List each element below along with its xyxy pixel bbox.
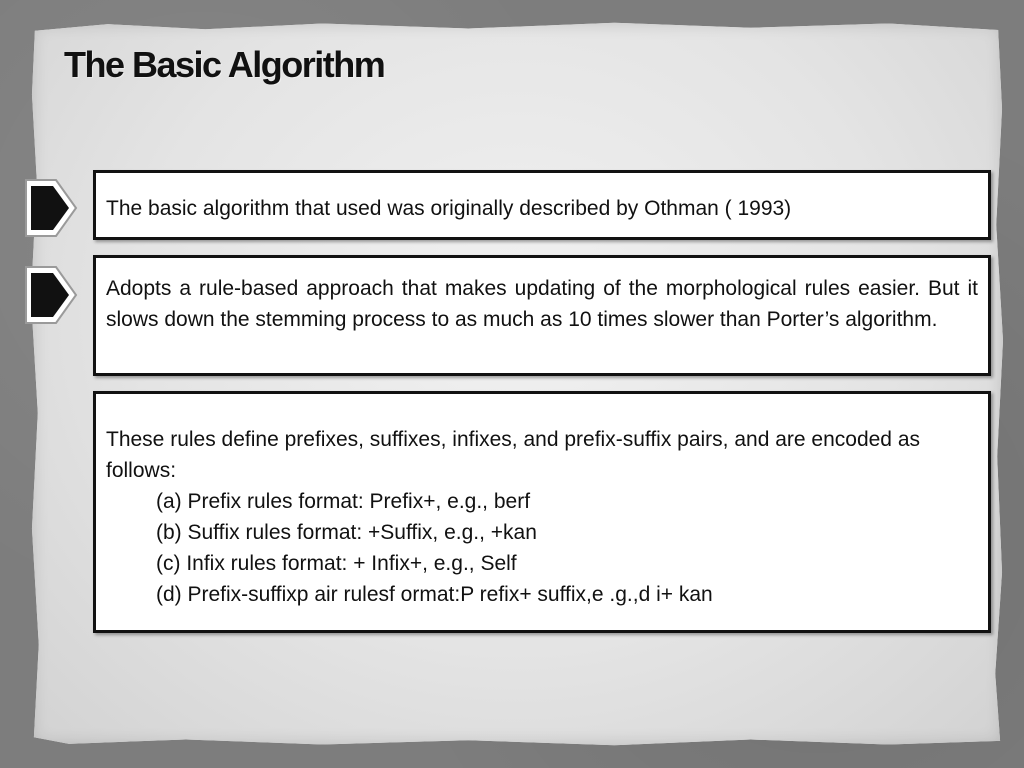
rule-item-suffix: (b) Suffix rules format: +Suffix, e.g., +kan xyxy=(156,521,537,544)
rules-intro: These rules define prefixes, suffixes, infixes, and prefix-suffix pairs, and are encoded as follows: xyxy=(106,428,920,482)
rule-item-prefix: (a) Prefix rules format: Prefix+, e.g., berf xyxy=(156,490,531,513)
chevron-arrow-icon xyxy=(22,177,78,239)
bullet-box-1 xyxy=(93,170,991,240)
rule-item-infix: (c) Infix rules format: + Infix+, e.g., Self xyxy=(156,552,517,575)
bullet-box-2 xyxy=(93,255,991,376)
bullet-text-2: Adopts a rule-based approach that makes updating of the morphological rules easier. But it slows down the stemming process to as much as 10 times slower than Porter’s algorithm. xyxy=(106,277,978,331)
bullet-text-1: The basic algorithm that used was originally described by Othman ( 1993) xyxy=(106,197,792,220)
paper-background xyxy=(30,22,1004,746)
rule-item-prefix-suffix: (d) Prefix-suffixp air rulesf ormat:P refix+ suffix,e .g.,d i+ kan xyxy=(156,583,713,606)
rules-box xyxy=(93,391,991,633)
chevron-arrow-icon xyxy=(22,264,78,326)
slide-title: The Basic Algorithm xyxy=(64,44,385,85)
